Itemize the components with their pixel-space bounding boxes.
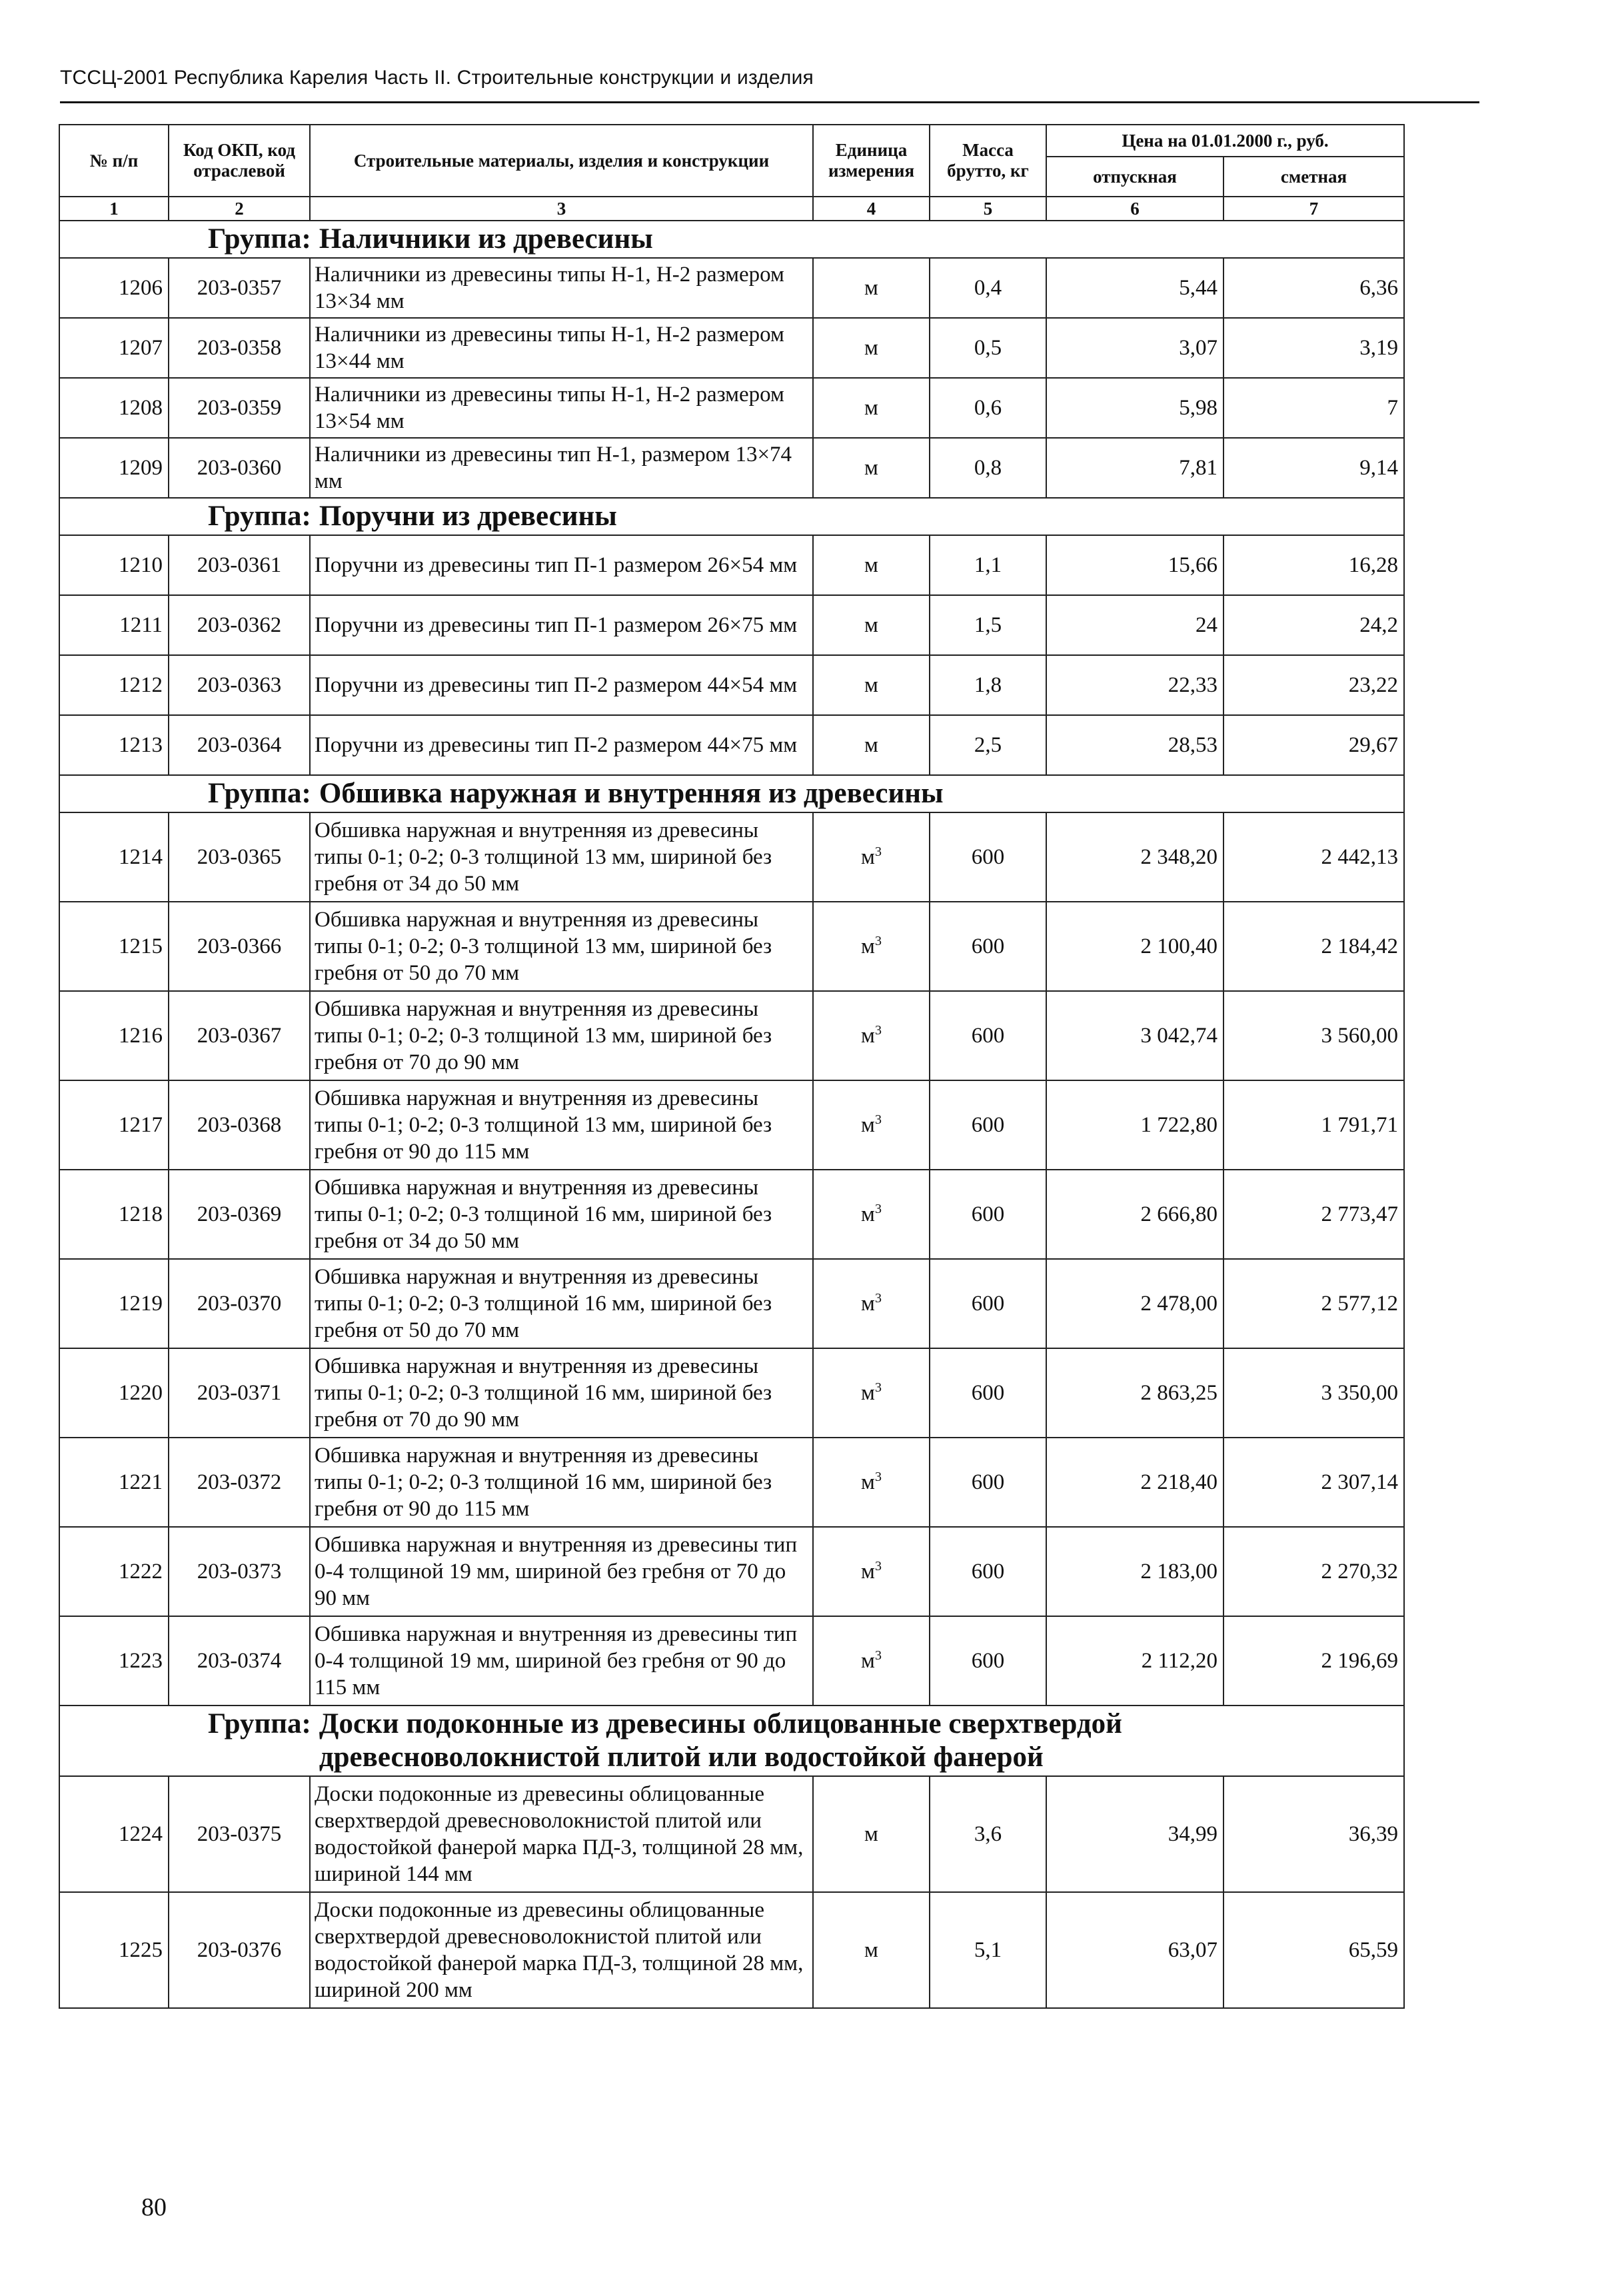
cell-code: 203-0364 (169, 715, 310, 775)
unit-text: м (864, 1822, 878, 1846)
unit-exponent: 3 (874, 844, 882, 859)
table-row (59, 812, 1404, 902)
cell-price-release: 24 (1046, 595, 1223, 655)
cell-unit (813, 1259, 930, 1348)
unit-text: м (864, 456, 878, 480)
header-price-group: Цена на 01.01.2000 г., руб. (1046, 125, 1404, 157)
cell-number: 1225 (59, 1892, 169, 2008)
cell-name: Доски подоконные из древесины облицованные сверхтвердой древесноволокнистой плитой или водостойкой фанерой марка ПД-3, толщиной 28 мм, шириной 144 мм (310, 1776, 813, 1892)
page-number: 80 (141, 2193, 167, 2221)
cell-mass: 5,1 (930, 1892, 1046, 2008)
cell-price-release: 2 183,00 (1046, 1527, 1223, 1616)
table-body (59, 221, 1404, 2008)
cell-code: 203-0371 (169, 1348, 310, 1438)
cell-code: 203-0359 (169, 378, 310, 438)
cell-price-estimate: 2 773,47 (1223, 1170, 1404, 1259)
group-row (59, 221, 1404, 258)
cell-unit (813, 378, 930, 438)
cell-mass: 1,1 (930, 535, 1046, 595)
group-label: Группа: (208, 1708, 311, 1739)
cell-price-estimate: 2 307,14 (1223, 1438, 1404, 1527)
cell-price-release: 1 722,80 (1046, 1080, 1223, 1170)
cell-price-release: 2 863,25 (1046, 1348, 1223, 1438)
cell-mass: 600 (930, 1259, 1046, 1348)
unit-text: м (864, 1938, 878, 1962)
cell-unit (813, 438, 930, 498)
cell-number: 1215 (59, 902, 169, 991)
cell-price-release: 3,07 (1046, 318, 1223, 378)
cell-name: Доски подоконные из древесины облицованные сверхтвердой древесноволокнистой плитой или водостойкой фанерой марка ПД-3, толщиной 28 мм, шириной 200 мм (310, 1892, 813, 2008)
group-title: Наличники из древесины (319, 223, 653, 255)
group-row (59, 775, 1404, 812)
header-no: № п/п (59, 125, 169, 197)
cell-name: Поручни из древесины тип П-1 размером 26×75 мм (310, 595, 813, 655)
cell-price-estimate: 3 560,00 (1223, 991, 1404, 1080)
column-number-7: 7 (1223, 197, 1404, 221)
cell-mass: 1,8 (930, 655, 1046, 715)
cell-price-estimate: 9,14 (1223, 438, 1404, 498)
unit-text: м (861, 1292, 875, 1316)
unit-text: м (864, 336, 878, 360)
group-row (59, 498, 1404, 535)
cell-unit (813, 1080, 930, 1170)
cell-unit (813, 595, 930, 655)
cell-price-estimate: 29,67 (1223, 715, 1404, 775)
page-header (60, 67, 1479, 103)
cell-code: 203-0373 (169, 1527, 310, 1616)
cell-name: Обшивка наружная и внутренняя из древесины типы 0-1; 0-2; 0-3 толщиной 13 мм, шириной без гребня от 50 до 70 мм (310, 902, 813, 991)
unit-exponent: 3 (874, 1291, 882, 1306)
cell-price-estimate: 2 196,69 (1223, 1616, 1404, 1706)
unit-text: м (864, 396, 878, 420)
cell-code: 203-0375 (169, 1776, 310, 1892)
table-row (59, 1616, 1404, 1706)
unit-text: м (864, 553, 878, 577)
table-header (59, 125, 1404, 221)
cell-name: Обшивка наружная и внутренняя из древесины типы 0-1; 0-2; 0-3 толщиной 16 мм, шириной без гребня от 50 до 70 мм (310, 1259, 813, 1348)
unit-text: м (861, 1560, 875, 1584)
unit-text: м (864, 276, 878, 300)
cell-mass: 600 (930, 1348, 1046, 1438)
unit-text: м (861, 1470, 875, 1494)
cell-code: 203-0367 (169, 991, 310, 1080)
cell-price-release: 2 478,00 (1046, 1259, 1223, 1348)
price-table (59, 124, 1405, 2009)
cell-price-release: 3 042,74 (1046, 991, 1223, 1080)
table-row (59, 1080, 1404, 1170)
cell-unit (813, 655, 930, 715)
cell-price-estimate: 23,22 (1223, 655, 1404, 715)
table-row (59, 258, 1404, 318)
table-row (59, 1348, 1404, 1438)
cell-code: 203-0370 (169, 1259, 310, 1348)
cell-mass: 0,4 (930, 258, 1046, 318)
cell-name: Обшивка наружная и внутренняя из древесины типы 0-1; 0-2; 0-3 толщиной 13 мм, шириной без гребня от 90 до 115 мм (310, 1080, 813, 1170)
cell-number: 1221 (59, 1438, 169, 1527)
unit-text: м (864, 733, 878, 757)
cell-number: 1223 (59, 1616, 169, 1706)
cell-price-estimate: 36,39 (1223, 1776, 1404, 1892)
table-row (59, 1776, 1404, 1892)
cell-name: Обшивка наружная и внутренняя из древесины тип 0-4 толщиной 19 мм, шириной без гребня от 70 до 90 мм (310, 1527, 813, 1616)
cell-number: 1206 (59, 258, 169, 318)
cell-price-release: 7,81 (1046, 438, 1223, 498)
cell-price-estimate: 3 350,00 (1223, 1348, 1404, 1438)
cell-name: Обшивка наружная и внутренняя из древесины тип 0-4 толщиной 19 мм, шириной без гребня от 90 до 115 мм (310, 1616, 813, 1706)
unit-text: м (861, 1381, 875, 1405)
cell-name: Поручни из древесины тип П-1 размером 26×54 мм (310, 535, 813, 595)
cell-name: Поручни из древесины тип П-2 размером 44×54 мм (310, 655, 813, 715)
cell-code: 203-0360 (169, 438, 310, 498)
table-row (59, 655, 1404, 715)
cell-price-release: 22,33 (1046, 655, 1223, 715)
cell-name: Наличники из древесины типы Н-1, Н-2 размером 13×54 мм (310, 378, 813, 438)
table-row (59, 991, 1404, 1080)
cell-unit (813, 1527, 930, 1616)
cell-number: 1214 (59, 812, 169, 902)
cell-mass: 600 (930, 1616, 1046, 1706)
cell-price-estimate: 2 270,32 (1223, 1527, 1404, 1616)
unit-text: м (861, 845, 875, 869)
cell-name: Обшивка наружная и внутренняя из древесины типы 0-1; 0-2; 0-3 толщиной 16 мм, шириной без гребня от 34 до 50 мм (310, 1170, 813, 1259)
cell-price-release: 5,44 (1046, 258, 1223, 318)
unit-exponent: 3 (874, 1023, 882, 1038)
cell-number: 1220 (59, 1348, 169, 1438)
cell-name: Обшивка наружная и внутренняя из древесины типы 0-1; 0-2; 0-3 толщиной 16 мм, шириной без гребня от 70 до 90 мм (310, 1348, 813, 1438)
unit-text: м (861, 1113, 875, 1137)
table-row (59, 1892, 1404, 2008)
group-heading (59, 775, 1404, 812)
cell-unit (813, 812, 930, 902)
unit-exponent: 3 (874, 1202, 882, 1216)
cell-number: 1210 (59, 535, 169, 595)
cell-number: 1213 (59, 715, 169, 775)
cell-name: Обшивка наружная и внутренняя из древесины типы 0-1; 0-2; 0-3 толщиной 13 мм, шириной без гребня от 70 до 90 мм (310, 991, 813, 1080)
group-heading (59, 498, 1404, 535)
cell-number: 1216 (59, 991, 169, 1080)
cell-price-estimate: 6,36 (1223, 258, 1404, 318)
table-row (59, 535, 1404, 595)
header-code: Код ОКП, код отраслевой (169, 125, 310, 197)
cell-mass: 600 (930, 1438, 1046, 1527)
header-price-estimate: сметная (1223, 157, 1404, 197)
cell-price-estimate: 3,19 (1223, 318, 1404, 378)
column-number-6: 6 (1046, 197, 1223, 221)
table-row (59, 438, 1404, 498)
cell-unit (813, 318, 930, 378)
unit-exponent: 3 (874, 1470, 882, 1484)
cell-unit (813, 1348, 930, 1438)
cell-code: 203-0361 (169, 535, 310, 595)
cell-price-release: 63,07 (1046, 1892, 1223, 2008)
table-row (59, 1527, 1404, 1616)
column-number-3: 3 (310, 197, 813, 221)
cell-code: 203-0376 (169, 1892, 310, 2008)
cell-code: 203-0369 (169, 1170, 310, 1259)
group-heading (59, 221, 1404, 258)
cell-mass: 600 (930, 991, 1046, 1080)
table-row (59, 318, 1404, 378)
cell-mass: 600 (930, 812, 1046, 902)
table-row (59, 595, 1404, 655)
cell-mass: 600 (930, 1527, 1046, 1616)
unit-exponent: 3 (874, 934, 882, 948)
header-unit: Единица измерения (813, 125, 930, 197)
cell-number: 1222 (59, 1527, 169, 1616)
unit-text: м (864, 673, 878, 697)
cell-number: 1224 (59, 1776, 169, 1892)
cell-unit (813, 1776, 930, 1892)
cell-unit (813, 902, 930, 991)
cell-mass: 600 (930, 1170, 1046, 1259)
column-number-1: 1 (59, 197, 169, 221)
cell-unit (813, 1616, 930, 1706)
column-number-5: 5 (930, 197, 1046, 221)
cell-mass: 0,6 (930, 378, 1046, 438)
cell-name: Обшивка наружная и внутренняя из древесины типы 0-1; 0-2; 0-3 толщиной 13 мм, шириной без гребня от 34 до 50 мм (310, 812, 813, 902)
cell-number: 1208 (59, 378, 169, 438)
cell-code: 203-0365 (169, 812, 310, 902)
group-heading (59, 1706, 1404, 1776)
unit-text: м (861, 1202, 875, 1226)
cell-price-release: 34,99 (1046, 1776, 1223, 1892)
cell-mass: 2,5 (930, 715, 1046, 775)
column-number-4: 4 (813, 197, 930, 221)
group-title: Доски подоконные из древесины облицованные сверхтвердой древесноволокнистой плитой или водостойкой фанерой (319, 1708, 1122, 1773)
table-row (59, 1438, 1404, 1527)
cell-unit (813, 258, 930, 318)
unit-text: м (861, 1024, 875, 1048)
cell-number: 1212 (59, 655, 169, 715)
group-title: Обшивка наружная и внутренняя из древесины (319, 778, 944, 809)
cell-price-release: 2 112,20 (1046, 1616, 1223, 1706)
cell-price-release: 15,66 (1046, 535, 1223, 595)
cell-code: 203-0362 (169, 595, 310, 655)
cell-code: 203-0372 (169, 1438, 310, 1527)
cell-price-release: 28,53 (1046, 715, 1223, 775)
cell-name: Поручни из древесины тип П-2 размером 44×75 мм (310, 715, 813, 775)
cell-unit (813, 1170, 930, 1259)
column-number-2: 2 (169, 197, 310, 221)
cell-price-estimate: 1 791,71 (1223, 1080, 1404, 1170)
cell-price-estimate: 2 577,12 (1223, 1259, 1404, 1348)
cell-unit (813, 715, 930, 775)
table-row (59, 1170, 1404, 1259)
page-header-text: ТССЦ-2001 Республика Карелия Часть II. Строительные конструкции и изделия (60, 67, 814, 89)
cell-price-estimate: 2 442,13 (1223, 812, 1404, 902)
group-title: Поручни из древесины (319, 501, 617, 532)
cell-mass: 600 (930, 902, 1046, 991)
cell-mass: 0,5 (930, 318, 1046, 378)
cell-code: 203-0368 (169, 1080, 310, 1170)
table-row (59, 1259, 1404, 1348)
cell-number: 1209 (59, 438, 169, 498)
cell-unit (813, 1892, 930, 2008)
unit-text: м (861, 1649, 875, 1673)
cell-code: 203-0358 (169, 318, 310, 378)
cell-code: 203-0374 (169, 1616, 310, 1706)
price-table-container (59, 124, 1403, 2009)
cell-code: 203-0366 (169, 902, 310, 991)
cell-name: Обшивка наружная и внутренняя из древесины типы 0-1; 0-2; 0-3 толщиной 16 мм, шириной без гребня от 90 до 115 мм (310, 1438, 813, 1527)
cell-price-estimate: 24,2 (1223, 595, 1404, 655)
cell-number: 1217 (59, 1080, 169, 1170)
cell-number: 1218 (59, 1170, 169, 1259)
cell-price-estimate: 65,59 (1223, 1892, 1404, 2008)
header-mass: Масса брутто, кг (930, 125, 1046, 197)
cell-price-estimate: 7 (1223, 378, 1404, 438)
group-label: Группа: (208, 778, 311, 809)
cell-mass: 600 (930, 1080, 1046, 1170)
table-row (59, 902, 1404, 991)
cell-name: Наличники из древесины типы Н-1, Н-2 размером 13×34 мм (310, 258, 813, 318)
cell-number: 1211 (59, 595, 169, 655)
header-name: Строительные материалы, изделия и конструкции (310, 125, 813, 197)
cell-mass: 0,8 (930, 438, 1046, 498)
cell-price-release: 5,98 (1046, 378, 1223, 438)
table-row (59, 715, 1404, 775)
cell-mass: 1,5 (930, 595, 1046, 655)
cell-price-estimate: 16,28 (1223, 535, 1404, 595)
cell-price-release: 2 348,20 (1046, 812, 1223, 902)
cell-name: Наличники из древесины тип Н-1, размером 13×74 мм (310, 438, 813, 498)
group-label: Группа: (208, 501, 311, 532)
cell-name: Наличники из древесины типы Н-1, Н-2 размером 13×44 мм (310, 318, 813, 378)
unit-exponent: 3 (874, 1380, 882, 1395)
cell-code: 203-0357 (169, 258, 310, 318)
cell-price-estimate: 2 184,42 (1223, 902, 1404, 991)
cell-unit (813, 1438, 930, 1527)
cell-price-release: 2 100,40 (1046, 902, 1223, 991)
unit-exponent: 3 (874, 1112, 882, 1127)
table-row (59, 378, 1404, 438)
cell-unit (813, 535, 930, 595)
cell-unit (813, 991, 930, 1080)
cell-number: 1207 (59, 318, 169, 378)
unit-exponent: 3 (874, 1648, 882, 1663)
cell-price-release: 2 218,40 (1046, 1438, 1223, 1527)
cell-number: 1219 (59, 1259, 169, 1348)
unit-text: м (861, 934, 875, 958)
header-price-release: отпускная (1046, 157, 1223, 197)
cell-mass: 3,6 (930, 1776, 1046, 1892)
unit-text: м (864, 613, 878, 637)
group-row (59, 1706, 1404, 1776)
cell-code: 203-0363 (169, 655, 310, 715)
cell-price-release: 2 666,80 (1046, 1170, 1223, 1259)
group-label: Группа: (208, 223, 311, 255)
unit-exponent: 3 (874, 1559, 882, 1574)
